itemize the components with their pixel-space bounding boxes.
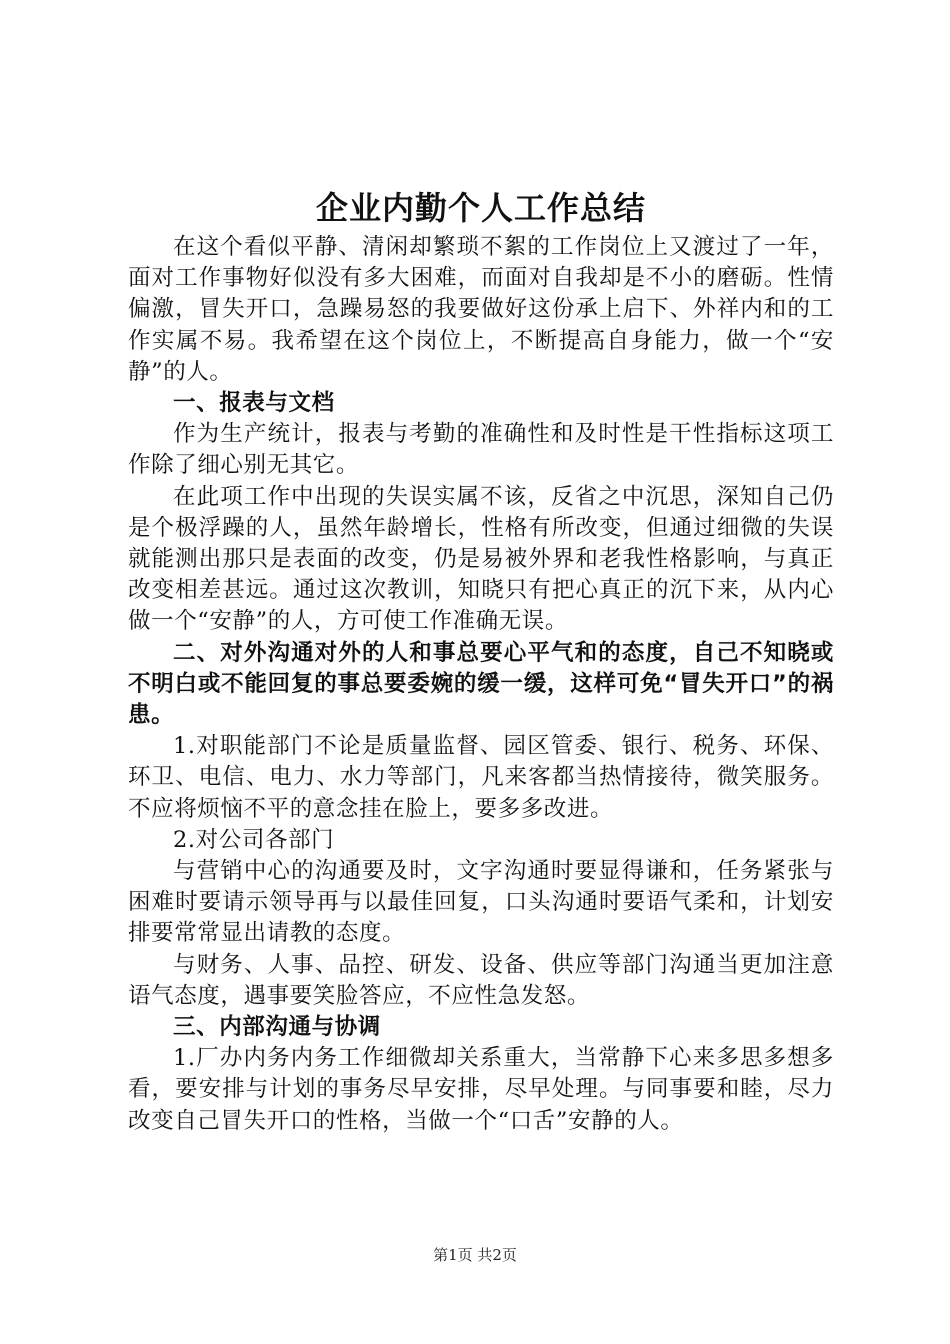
- reports-paragraph-1: 作为生产统计，报表与考勤的准确性和及时性是干性指标这项工作除了细心别无其它。: [128, 421, 834, 479]
- internal-item-1: 1.厂办内务内务工作细微却关系重大，当常静下心来多思多想多看，要安排与计划的事务尽早安排，尽早处理。与同事要和睦，尽力改变自己冒失开口的性格，当做一个“口舌”安静的人。: [128, 1045, 834, 1134]
- page-footer: 第1页 共2页: [433, 1246, 517, 1264]
- document-title: 企业内勤个人工作总结: [315, 189, 646, 227]
- reports-paragraph-2: 在此项工作中出现的失误实属不该，反省之中沉思，深知自己仍是个极浮躁的人，虽然年龄增长，性格有所改变，但通过细微的失误就能测出那只是表面的改变，仍是易被外界和老我性格影响，与真正改变相差甚远。通过这次教训，知晓只有把心真正的沉下来，从内心做一个“安静”的人，方可使工作准确无误。: [128, 483, 834, 635]
- external-item-2-label: 2.对公司各部门: [173, 826, 335, 853]
- document-body: [128, 232, 834, 1137]
- section-heading-external-communication: 二、对外沟通对外的人和事总要心平气和的态度，自己不知晓或不明白或不能回复的事总要委婉的缓一缓，这样可免“冒失开口”的祸患。: [128, 639, 834, 729]
- section-heading-internal-communication: 三、内部沟通与协调: [173, 1014, 381, 1041]
- external-item-1: 1.对职能部门不论是质量监督、园区管委、银行、税务、环保、环卫、电信、电力、水力等部门，凡来客都当热情接待，微笑服务。不应将烦恼不平的意念挂在脸上，要多多改进。: [128, 733, 834, 822]
- intro-paragraph: 在这个看似平静、清闲却繁琐不絮的工作岗位上又渡过了一年，面对工作事物好似没有多大困难，而面对自我却是不小的磨砺。性情偏激，冒失开口，急躁易怒的我要做好这份承上启下、外祥内和的工作实属不易。我希望在这个岗位上，不断提高自身能力，做一个“安静”的人。: [128, 234, 834, 385]
- external-item-2-paragraph-1: 与营销中心的沟通要及时，文字沟通时要显得谦和，任务紧张与困难时要请示领导再与以最佳回复，口头沟通时要语气柔和，计划安排要常常显出请教的态度。: [128, 858, 834, 947]
- section-heading-reports: 一、报表与文档: [173, 390, 335, 417]
- external-item-2-paragraph-2: 与财务、人事、品控、研发、设备、供应等部门沟通当更加注意语气态度，遇事要笑脸答应，不应性急发怒。: [128, 951, 834, 1009]
